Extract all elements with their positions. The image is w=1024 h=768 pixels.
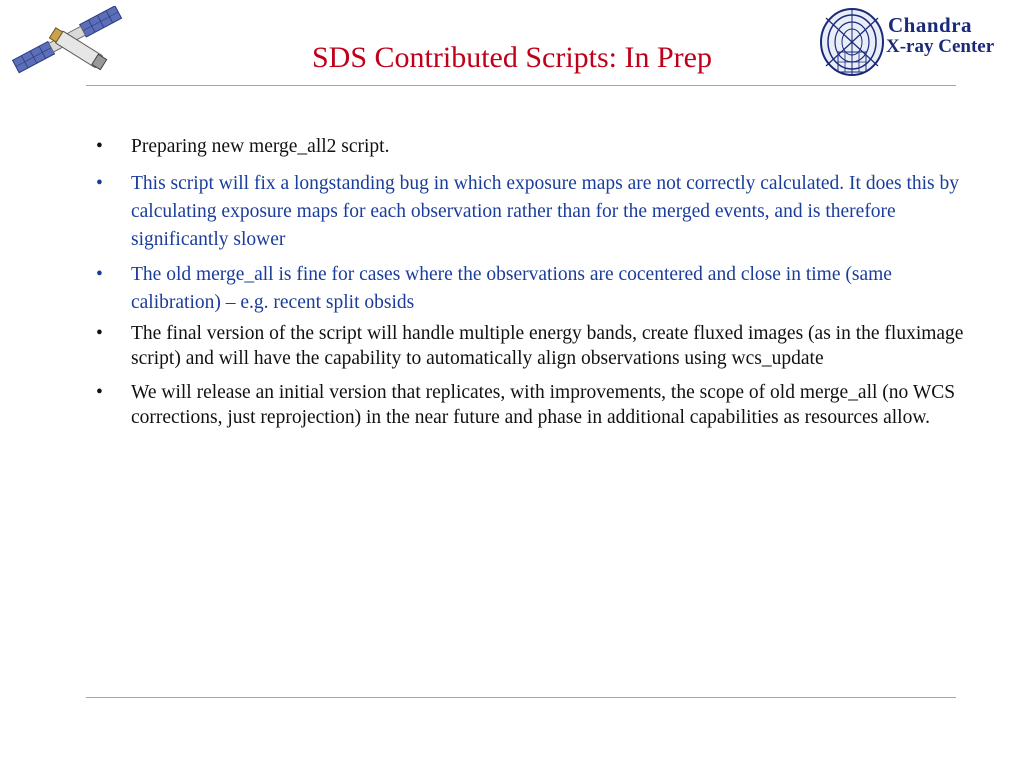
bullet-item xyxy=(96,261,976,317)
bullet-text: Preparing new merge_all2 script. xyxy=(131,136,390,157)
slide-title: SDS Contributed Scripts: In Prep xyxy=(311,41,712,74)
bullet-item xyxy=(96,321,976,371)
chandra-xray-center-logo xyxy=(818,6,1024,82)
chandra-emblem-icon xyxy=(818,6,886,78)
bullet-text: The final version of the script will handle multiple energy bands, create fluxed images (as in the fluximage script) and will have the capability to automatically align observations using wcs_update xyxy=(131,323,964,369)
bullet-item xyxy=(96,170,976,254)
header-divider xyxy=(86,85,956,86)
bullet-list xyxy=(96,134,976,430)
bullet-text: The old merge_all is fine for cases where the observations are cocentered and close in time (same calibration) – e.g. recent split obsids xyxy=(131,264,892,313)
bullet-item xyxy=(96,380,976,430)
bullet-item xyxy=(96,134,976,159)
bullet-marker: • xyxy=(96,136,103,157)
footer-divider xyxy=(86,697,956,698)
bullet-text: We will release an initial version that replicates, with improvements, the scope of old merge_all (no WCS corrections, just reprojection) in the near future and phase in additional capabilities as resources allow. xyxy=(131,382,956,428)
bullet-marker: • xyxy=(96,173,103,194)
logo-wordmark xyxy=(886,14,994,58)
logo-line-2: X-ray Center xyxy=(886,36,995,57)
bullet-marker: • xyxy=(96,264,103,285)
bullet-marker: • xyxy=(96,382,103,403)
bullet-text: This script will fix a longstanding bug in which exposure maps are not correctly calculated. It does this by calculating exposure maps for each observation rather than for the merged events, and is therefore significantly slower xyxy=(131,173,960,250)
logo-line-1: Chandra xyxy=(888,13,973,37)
bullet-marker: • xyxy=(96,323,103,344)
